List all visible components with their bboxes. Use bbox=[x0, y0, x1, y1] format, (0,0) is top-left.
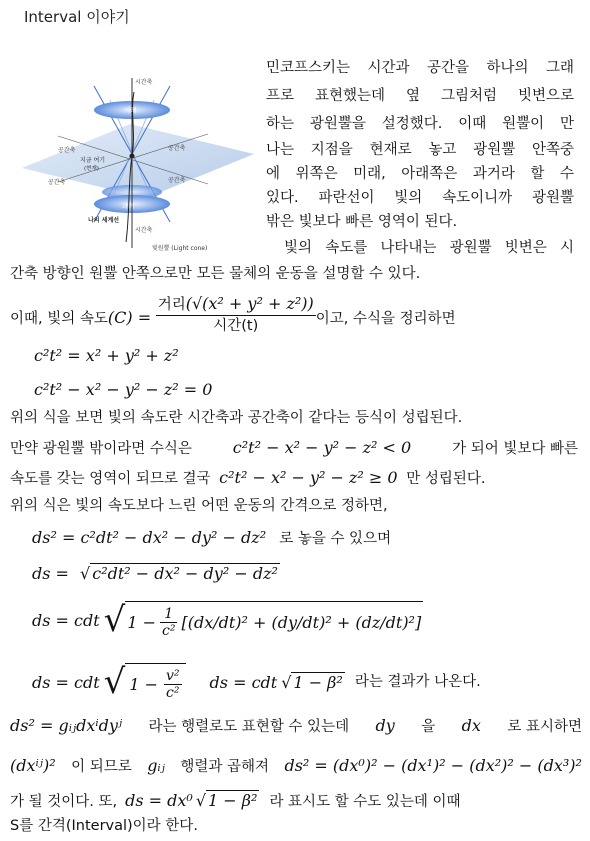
paragraph-2-line-1: 빛의 속도를 나타내는 광원뿔 빗변은 시 bbox=[284, 240, 574, 256]
equation-6-suffix: 라는 결과가 나온다. bbox=[354, 674, 481, 690]
equation-4 bbox=[32, 564, 280, 583]
equation-6-fraction: $\frac{\text{v²}}{\text{c²}}$ bbox=[166, 668, 180, 701]
label-space-axis-left: 공간축 bbox=[58, 147, 76, 154]
equation-3 bbox=[32, 528, 391, 549]
label-time-axis-bottom: 시간축 bbox=[135, 227, 153, 234]
paragraph-2-line-2: 간축 방향인 원뿔 안쪽으로만 모든 물체의 운동을 설명할 수 있다. bbox=[10, 266, 421, 282]
speed-suffix: 이고, 수식을 정리하면 bbox=[315, 311, 456, 327]
matrix-line-1 bbox=[10, 716, 582, 737]
label-space-axis-right: 공간축 bbox=[168, 145, 186, 152]
matrix-line-2 bbox=[10, 756, 582, 777]
text-line-c-prefix: 속도를 갖는 영역이 되므로 결국 bbox=[10, 471, 211, 487]
equation-6-lhs2: ds = cdt bbox=[209, 672, 278, 692]
matrix-line-1-dx: dx bbox=[461, 716, 481, 735]
label-light-cone: 빛원뿔 (Light cone) bbox=[152, 245, 208, 252]
label-here-now: 지금 여기 bbox=[80, 157, 106, 164]
text-line-b-suffix: 가 되어 빛보다 빠른 bbox=[452, 441, 578, 457]
label-future: 미래 bbox=[124, 106, 137, 114]
equation-6 bbox=[32, 662, 481, 702]
final-line-2: S를 간격(Interval)이라 한다. bbox=[10, 818, 198, 834]
equation-4-radicand: c²dt² − dx² − dy² − dz² bbox=[92, 564, 278, 583]
text-line-c-suffix: 만 성립된다. bbox=[406, 471, 486, 487]
equation-5 bbox=[32, 600, 423, 640]
matrix-line-2-text2: 행렬과 곱해져 bbox=[180, 759, 269, 775]
equation-2: c²t² − x² − y² − z² = 0 bbox=[34, 380, 213, 399]
paragraph-1-line-1: 민코프스키는 시간과 공간을 하나의 그래 bbox=[266, 60, 574, 76]
matrix-line-2-g: gᵢⱼ bbox=[147, 756, 165, 775]
light-cone-figure bbox=[18, 72, 260, 260]
label-space-axis-right-low: 공간축 bbox=[168, 177, 186, 184]
paragraph-1-line-5: 에 위쪽은 미래, 아래쪽은 과거라 할 수 bbox=[266, 166, 574, 182]
final-line-1-text1: 가 될 것이다. 또, bbox=[10, 794, 118, 810]
speed-numerator: 거리(√(x² + y² + z²)) bbox=[156, 294, 316, 316]
sqrt-sign: √ bbox=[281, 672, 292, 692]
equation-3-expr: ds² = c²dt² − dx² − dy² − dz² bbox=[32, 528, 267, 547]
matrix-line-1-text1: 라는 행렬로도 표현할 수 있는데 bbox=[148, 719, 350, 735]
equation-5-bracket: [(dx/dt)² + (dy/dt)² + (dz/dt)²] bbox=[181, 613, 422, 632]
final-line-1-text2: 라 표시도 할 수도 있는데 이때 bbox=[269, 794, 461, 810]
text-line-c-expr: c²t² − x² − y² − z² ≥ 0 bbox=[219, 468, 398, 487]
equation-5-fraction: $\frac{1}{\text{c²}}$ bbox=[162, 606, 176, 639]
sqrt-sign: √ bbox=[80, 564, 91, 583]
text-line-c bbox=[10, 468, 485, 489]
label-my-world: 나의 세계선 bbox=[88, 217, 120, 224]
equation-5-lhs: ds = cdt bbox=[32, 610, 100, 630]
label-time-axis: 시간축 bbox=[135, 79, 153, 86]
paragraph-1-line-7: 밖은 빛보다 빠른 영역이 된다. bbox=[266, 214, 458, 230]
sqrt-sign: √ bbox=[103, 600, 126, 640]
speed-fraction bbox=[156, 294, 316, 336]
text-line-b-prefix: 만약 광원뿔 밖이라면 수식은 bbox=[10, 441, 192, 457]
speed-denominator: 시간(t) bbox=[213, 318, 259, 334]
matrix-line-1-text3: 로 표시하면 bbox=[507, 719, 582, 735]
sqrt-sign: √ bbox=[103, 662, 126, 702]
speed-c-symbol: (C) = bbox=[107, 308, 152, 327]
matrix-line-1-expr: ds² = gᵢⱼdxⁱdyʲ bbox=[10, 716, 123, 735]
speed-line bbox=[10, 294, 456, 336]
equation-1: c²t² = x² + y² + z² bbox=[34, 346, 179, 365]
speed-prefix: 이때, 빛의 속도 bbox=[10, 311, 108, 327]
equation-5-radicand bbox=[125, 601, 423, 639]
paragraph-1-line-2: 프로 표현했는데 옆 그림처럼 빗변으로 bbox=[266, 88, 574, 104]
matrix-line-1-text2: 을 bbox=[421, 719, 436, 735]
paragraph-1-line-4: 나는 지점을 현재로 놓고 광원뿔 안쪽중 bbox=[266, 142, 574, 158]
matrix-line-2-expr: (dxⁱʲ)² bbox=[10, 756, 56, 775]
text-line-d: 위의 식은 빛의 속도보다 느린 어떤 운동의 간격으로 정하면, bbox=[10, 498, 388, 514]
final-line-1-expr: ds = dx⁰ bbox=[125, 791, 193, 810]
matrix-line-2-expr2: ds² = (dx⁰)² − (dx¹)² − (dx²)² − (dx³)² bbox=[284, 756, 582, 775]
equation-6-lhs: ds = cdt bbox=[32, 672, 100, 692]
equation-5-one-minus: 1 − bbox=[127, 613, 157, 632]
text-line-b-expr: c²t² − x² − y² − z² < 0 bbox=[232, 438, 412, 457]
equation-4-lhs: ds = bbox=[32, 564, 69, 583]
text-line-a: 위의 식을 보면 빛의 속도란 시간축과 공간축이 같다는 등식이 성립된다. bbox=[10, 410, 463, 426]
paragraph-1-line-3: 하는 광원뿔을 설정했다. 이때 원뿔이 만 bbox=[266, 116, 574, 132]
paragraph-1-line-6: 있다. 파란선이 빛의 속도이니까 광원뿔 bbox=[266, 190, 574, 206]
sqrt-sign: √ bbox=[195, 791, 207, 810]
equation-6-radicand: 1 − $\frac{\text{v²}}{\text{c²}}$ bbox=[125, 663, 185, 701]
matrix-line-1-dy: dy bbox=[375, 716, 395, 735]
equation-3-suffix: 로 놓을 수 있으며 bbox=[279, 531, 392, 547]
label-past: 과거 bbox=[122, 202, 135, 210]
final-line-1-radicand: 1 − β² bbox=[208, 791, 258, 810]
label-present: (현재) bbox=[84, 166, 99, 172]
text-line-b bbox=[10, 438, 578, 459]
final-line-1 bbox=[10, 790, 461, 812]
label-space-axis-low: 공간축 bbox=[48, 179, 66, 186]
equation-6-radicand2: 1 − β² bbox=[293, 673, 343, 692]
page-title: Interval 이야기 bbox=[24, 8, 130, 26]
matrix-line-2-text1: 이 되므로 bbox=[71, 759, 132, 775]
